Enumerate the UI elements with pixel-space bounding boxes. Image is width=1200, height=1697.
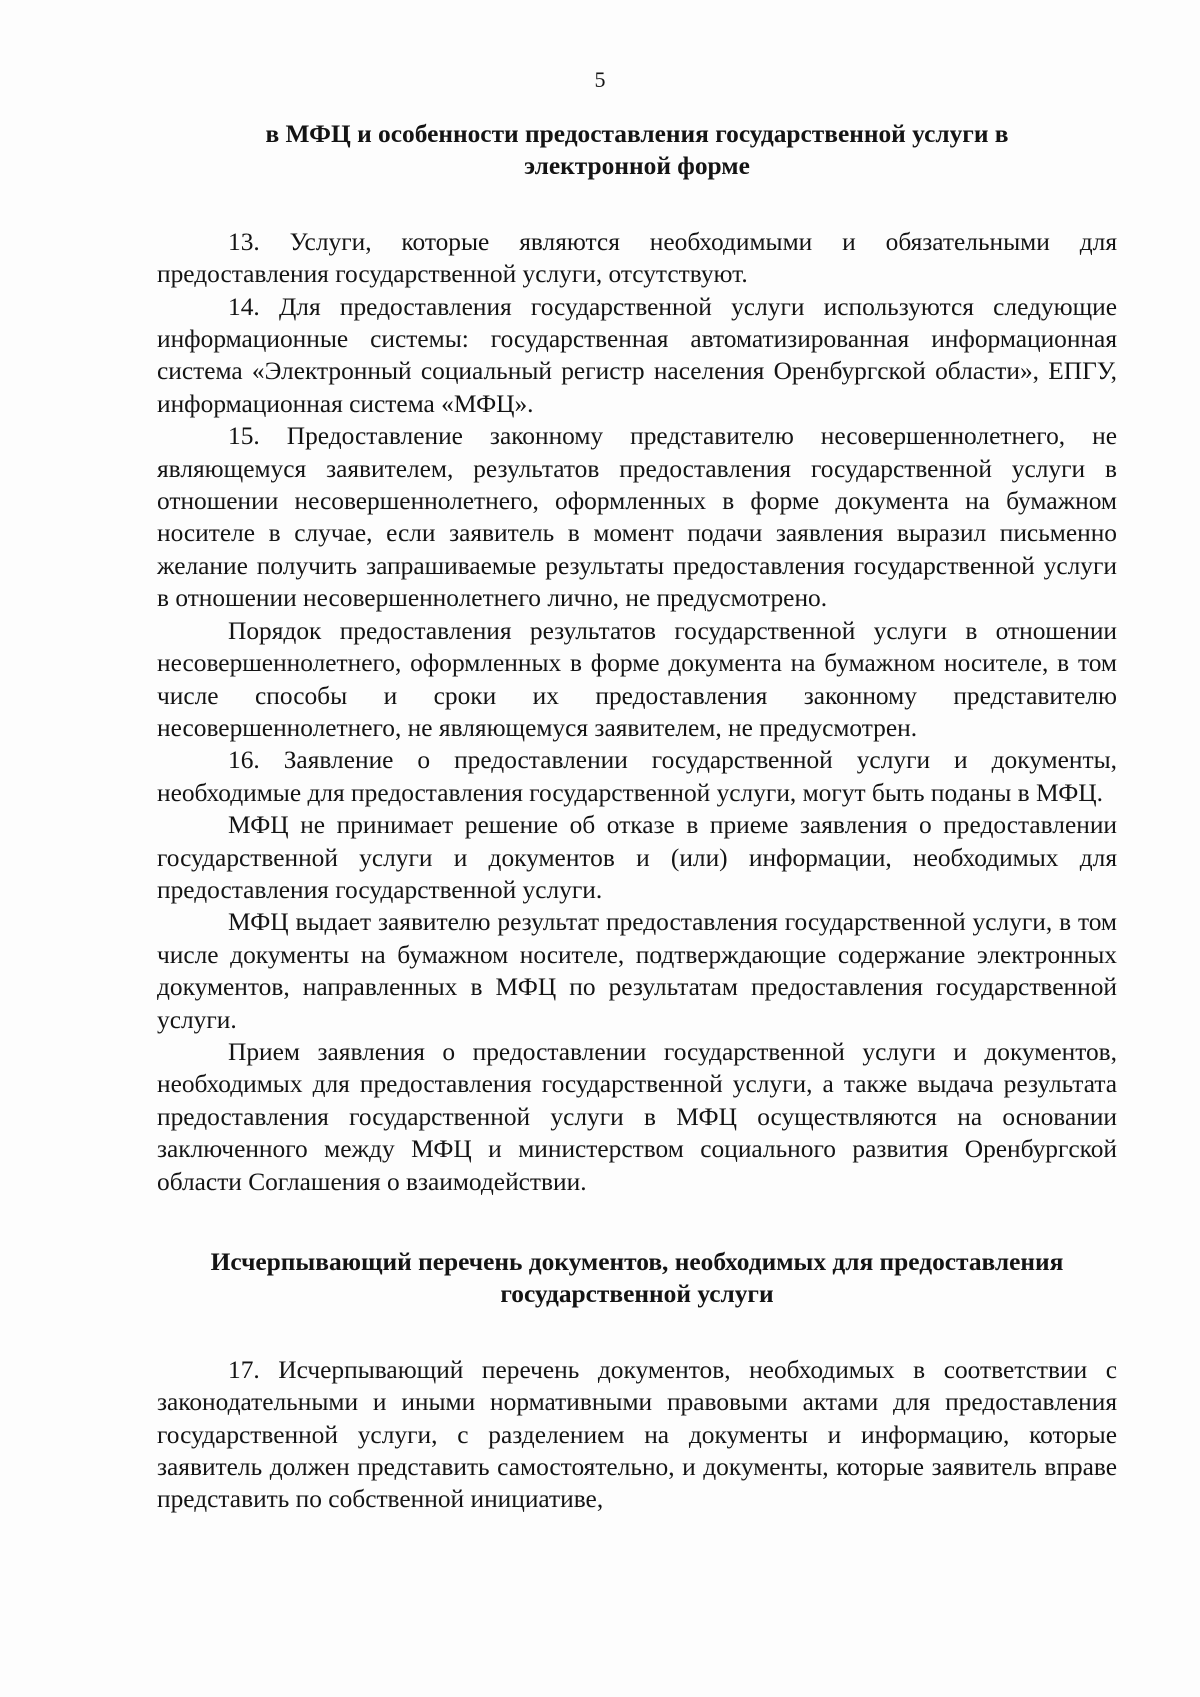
section-heading-documents: Исчерпывающий перечень документов, необходимых для предоставления государственной услуги	[210, 1248, 1064, 1309]
section-body-1	[157, 226, 1117, 1198]
paragraph-15: 15. Предоставление законному представителю несовершеннолетнего, не являющемуся заявителем, результатов предоставления государственной услуги в отношении несовершеннолетнего, оформленных в форме документа на бумажном носителе в случае, если заявитель в момент подачи заявления выразил письменно желание получить запрашиваемые результаты предоставления государственной услуги в отношении несовершеннолетнего лично, не предусмотрено.	[157, 422, 1117, 613]
document-body	[157, 118, 1117, 1516]
section-heading: в МФЦ и особенности предоставления государственной услуги в электронной форме	[265, 120, 1009, 181]
paragraph-14: 14. Для предоставления государственной услуги используются следующие информационные системы: государственная автоматизированная информационная система «Электронный социальный регистр населения Оренбургской области», ЕПГУ, информационная система «МФЦ».	[157, 292, 1117, 418]
paragraph-mfc-agreement: Прием заявления о предоставлении государственной услуги и документов, необходимых для предоставления государственной услуги, а также выдача результата предоставления государственной услуги в МФЦ осуществляются на основании заключенного между МФЦ и министерством социального развития Оренбургской области Соглашения о взаимодействии.	[157, 1037, 1117, 1196]
page-number: 5	[594, 67, 606, 92]
paragraph-mfc-no-refusal: МФЦ не принимает решение об отказе в приеме заявления о предоставлении государственной услуги и документов и (или) информации, необходимых для предоставления государственной услуги.	[157, 811, 1117, 904]
paragraph-results-procedure: Порядок предоставления результатов государственной услуги в отношении несовершеннолетнего, оформленных в форме документа на бумажном носителе, в том числе способы и сроки их предоставления законному представителю несовершеннолетнего, не являющемуся заявителем, не предусмотрен.	[157, 616, 1117, 742]
paragraph-17: 17. Исчерпывающий перечень документов, необходимых в соответствии с законодательными и иными нормативными правовыми актами для предоставления государственной услуги, с разделением на документы и информацию, которые заявитель должен представить самостоятельно, и документы, которые заявитель вправе представить по собственной инициативе,	[157, 1355, 1117, 1514]
section-body-2	[157, 1354, 1117, 1516]
paragraph-16: 16. Заявление о предоставлении государственной услуги и документы, необходимые для предоставления государственной услуги, могут быть поданы в МФЦ.	[157, 746, 1117, 807]
paragraph-13: 13. Услуги, которые являются необходимыми и обязательными для предоставления государственной услуги, отсутствуют.	[157, 227, 1117, 289]
paragraph-mfc-issues-result: МФЦ выдает заявителю результат предоставления государственной услуги, в том числе документы на бумажном носителе, подтверждающие содержание электронных документов, направленных в МФЦ по результатам предоставления государственной услуги.	[157, 908, 1117, 1034]
